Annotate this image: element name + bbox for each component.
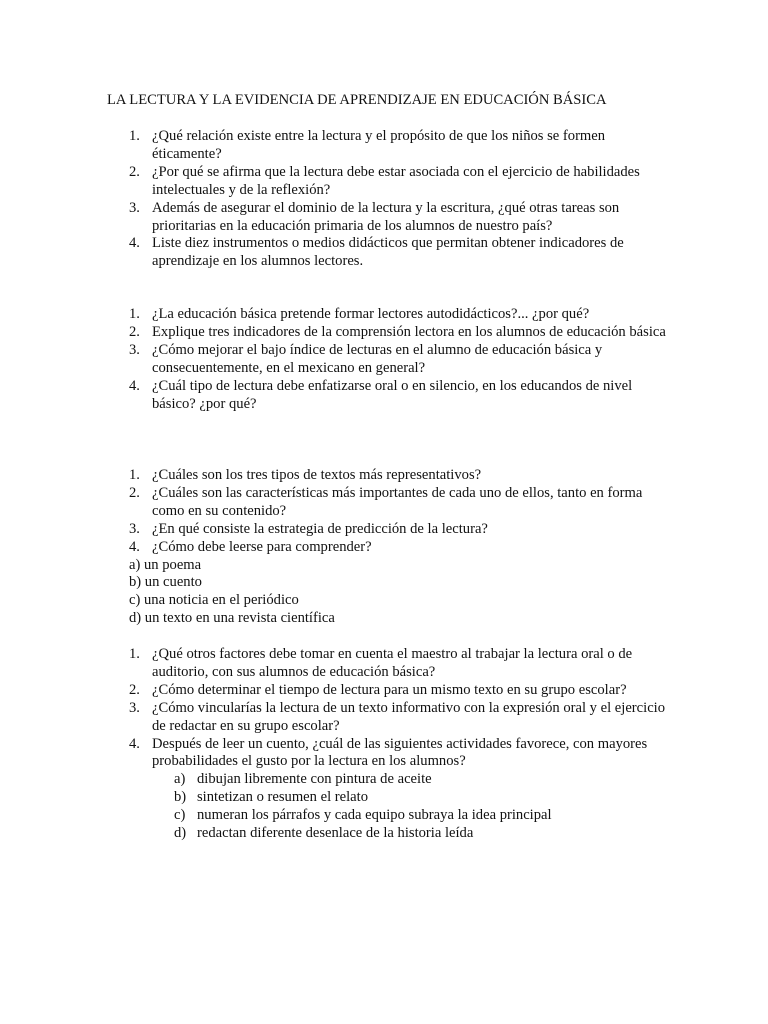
question-number: 3.	[129, 699, 140, 716]
question-item	[0, 164, 667, 200]
question-number: 1.	[129, 128, 140, 144]
activity-option	[0, 789, 768, 807]
question-item	[0, 324, 667, 342]
question-number: 2.	[129, 681, 140, 698]
activity-letter: d)	[174, 825, 187, 842]
question-item	[0, 700, 667, 736]
question-text: ¿Por qué se afirma que la lectura debe estar asociada con el ejercicio de habilidades intelectuales y de la reflexión?	[152, 163, 640, 198]
activity-option	[0, 807, 768, 825]
question-text: ¿Cómo determinar el tiempo de lectura para un mismo texto en su grupo escolar?	[152, 681, 627, 698]
activity-text: sintetizan o resumen el relato	[197, 789, 369, 806]
question-text: Liste diez instrumentos o medios didácticos que permitan obtener indicadores de aprendizaje en los alumnos lectores.	[152, 235, 624, 270]
question-number: 2.	[129, 163, 140, 180]
activity-text: numeran los párrafos y cada equipo subraya la idea principal	[197, 807, 552, 824]
question-number: 1.	[129, 306, 140, 322]
document-title: LA LECTURA Y LA EVIDENCIA DE APRENDIZAJE EN EDUCACIÓN BÁSICA	[107, 92, 607, 108]
activity-letter: b)	[174, 789, 187, 806]
question-item	[0, 646, 667, 682]
question-item	[0, 200, 667, 236]
question-text: ¿En qué consiste la estrategia de predicción de la lectura?	[152, 520, 488, 537]
question-section-2	[0, 306, 768, 413]
question-text: ¿Cómo mejorar el bajo índice de lecturas en el alumno de educación básica y consecuentemente, en el mexicano en general?	[152, 341, 603, 376]
question-section-4	[0, 646, 768, 843]
question-text: Después de leer un cuento, ¿cuál de las siguientes actividades favorece, con mayores probabilidades el gusto por la lectura en los alumnos?	[152, 735, 648, 770]
question-text: ¿Cómo debe leerse para comprender?	[152, 538, 372, 555]
question-item	[0, 485, 667, 521]
question-text: Explique tres indicadores de la comprensión lectora en los alumnos de educación básica	[152, 323, 666, 340]
question-number: 2.	[129, 484, 140, 501]
question-number: 4.	[129, 735, 140, 752]
question-text: ¿Qué otros factores debe tomar en cuenta el maestro al trabajar la lectura oral o de auditorio, con sus alumnos de educación básica?	[152, 646, 633, 680]
question-number: 3.	[129, 341, 140, 358]
question-item	[0, 736, 667, 772]
question-text: Además de asegurar el dominio de la lectura y la escritura, ¿qué otras tareas son prioritarias en la educación primaria de los alumnos de nuestro país?	[152, 199, 620, 234]
activity-option	[0, 825, 768, 843]
question-number: 1.	[129, 646, 140, 662]
question-item	[0, 467, 667, 485]
activity-letter: c)	[174, 807, 186, 824]
activity-text: dibujan libremente con pintura de aceite	[197, 771, 432, 788]
question-number: 3.	[129, 520, 140, 537]
question-text: ¿Cuáles son los tres tipos de textos más representativos?	[152, 467, 482, 483]
answer-option: d) un texto en una revista científica	[129, 610, 335, 627]
question-item	[0, 342, 667, 378]
question-item	[0, 235, 667, 271]
activity-option	[0, 771, 768, 789]
question-number: 3.	[129, 199, 140, 216]
question-text: ¿La educación básica pretende formar lectores autodidácticos?... ¿por qué?	[152, 306, 590, 322]
question-text: ¿Cómo vincularías la lectura de un texto informativo con la expresión oral y el ejercicio de redactar en su grupo escolar?	[152, 699, 666, 734]
question-section-3	[0, 467, 768, 628]
question-item	[0, 539, 667, 557]
question-text: ¿Cuál tipo de lectura debe enfatizarse oral o en silencio, en los educandos de nivel básico? ¿por qué?	[152, 377, 633, 412]
question-text: ¿Cuáles son las características más importantes de cada uno de ellos, tanto en forma como en su contenido?	[152, 484, 643, 519]
question-item	[0, 378, 667, 414]
answer-option: c) una noticia en el periódico	[129, 592, 299, 609]
question-number: 4.	[129, 235, 140, 252]
question-section-1	[0, 128, 768, 271]
question-number: 1.	[129, 467, 140, 483]
question-item	[0, 521, 667, 539]
question-number: 4.	[129, 538, 140, 555]
answer-option: b) un cuento	[129, 574, 202, 591]
question-number: 4.	[129, 377, 140, 394]
question-item	[0, 306, 667, 324]
question-text: ¿Qué relación existe entre la lectura y el propósito de que los niños se formen éticamente?	[152, 128, 606, 162]
question-item	[0, 128, 667, 164]
question-item	[0, 682, 667, 700]
activity-text: redactan diferente desenlace de la historia leída	[197, 825, 474, 842]
activity-letter: a)	[174, 771, 186, 788]
question-number: 2.	[129, 323, 140, 340]
answer-option: a) un poema	[129, 556, 202, 573]
